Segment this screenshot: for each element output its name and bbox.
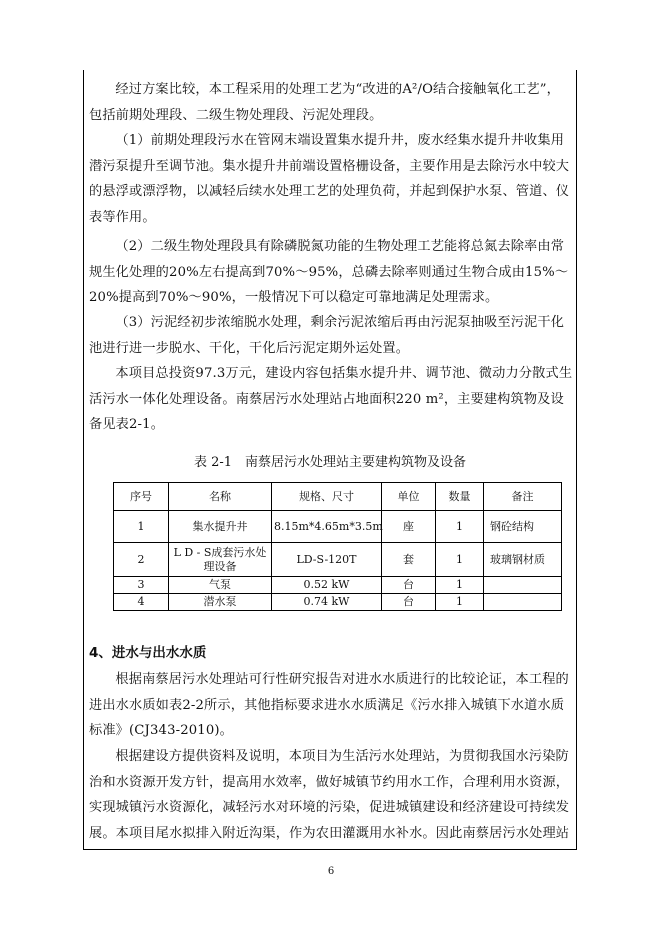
paragraph-project-description: 根据建设方提供资料及说明，本项目为生活污水处理站，为贯彻我国水污染防治和水资源开发方针，提高用水效率，做好城镇节约用水工作，合理利用水资源，实现城镇污水资源化，减轻污水对环境的污染，促进城镇建设和经济建设可持续发展。本项目尾水拟排入附近沟渠，作为农田灌溉用水补水。因此南蔡居污水处理站 xyxy=(89,749,570,841)
table-row xyxy=(114,577,562,594)
paragraph-pretreatment: （1）前期处理段污水在管网末端设置集水提升井，废水经集水提升井收集用潜污泵提升至调节池。集水提升井前端设置格栅设备，主要作用是去除污水中较大的悬浮或漂浮物，以减轻后续水处理工艺的处理负荷，并起到保护水泵、管道、仪表等作用。 xyxy=(89,133,570,225)
table-cell: 0.52 kW xyxy=(272,577,382,594)
table-cell: 潜水泵 xyxy=(169,594,272,611)
table-cell: 玻璃钢材质 xyxy=(484,543,562,577)
equipment-table xyxy=(113,482,562,611)
table-cell: 8.15m*4.65m*3.5m xyxy=(272,511,382,543)
table-cell: L D - S成套污水处理设备 xyxy=(169,543,272,577)
table-cell: 集水提升井 xyxy=(169,511,272,543)
table-cell: 钢砼结构 xyxy=(484,511,562,543)
table-cell: 3 xyxy=(114,577,169,594)
paragraph-sludge-treatment: （3）污泥经初步浓缩脱水处理，剩余污泥浓缩后再由污泥泵抽吸至污泥干化池进行进一步脱水、干化，干化后污泥定期外运处置。 xyxy=(89,315,565,356)
header-cell: 单位 xyxy=(382,483,436,511)
header-cell: 名称 xyxy=(169,483,272,511)
paragraph-process-overview: 经过方案比较，本工程采用的处理工艺为“改进的A²/O结合接触氧化工艺”，包括前期处理段、二级生物处理段、污泥处理段。 xyxy=(89,82,560,123)
table-cell: LD-S-120T xyxy=(272,543,382,577)
table-row xyxy=(114,594,562,611)
table-cell: 1 xyxy=(436,511,484,543)
table-cell xyxy=(484,577,562,594)
table-cell: 2 xyxy=(114,543,169,577)
table-cell: 台 xyxy=(382,594,436,611)
table-row xyxy=(114,511,562,543)
table-caption: 表 2-1 南蔡居污水处理站主要建构筑物及设备 xyxy=(193,455,467,470)
table-cell: 4 xyxy=(114,594,169,611)
table-header-row xyxy=(114,483,562,511)
table-cell: 座 xyxy=(382,511,436,543)
table-cell: 1 xyxy=(436,577,484,594)
section-heading: 4、进水与出水水质 xyxy=(89,645,207,661)
page-number: 6 xyxy=(327,866,335,877)
table-cell: 1 xyxy=(114,511,169,543)
table-cell: 台 xyxy=(382,577,436,594)
paragraph-water-quality: 根据南蔡居污水处理站可行性研究报告对进水水质进行的比较论证，本工程的进出水水质如表2-2所示，其他指标要求进水水质满足《污水排入城镇下水道水质标准》(CJ343-2010)。 xyxy=(89,672,569,738)
paragraph-investment: 本项目总投资97.3万元，建设内容包括集水提升井、调节池、微动力分散式生活污水一体化处理设备。南蔡居污水处理站占地面积220 m²，主要建构筑物及设备见表2-1。 xyxy=(89,366,573,432)
header-cell: 备注 xyxy=(484,483,562,511)
table-cell: 0.74 kW xyxy=(272,594,382,611)
table-cell: 套 xyxy=(382,543,436,577)
table-cell: 气泵 xyxy=(169,577,272,594)
table-cell xyxy=(484,594,562,611)
header-cell: 数量 xyxy=(436,483,484,511)
header-cell: 规格、尺寸 xyxy=(272,483,382,511)
header-cell: 序号 xyxy=(114,483,169,511)
table-cell: 1 xyxy=(436,543,484,577)
table-row xyxy=(114,543,562,577)
table-cell: 1 xyxy=(436,594,484,611)
paragraph-biological-treatment: （2）二级生物处理段具有除磷脱氮功能的生物处理工艺能将总氮去除率由常规生化处理的20%左右提高到70%～95%，总磷去除率则通过生物合成由15%～20%提高到70%～90%，一般情况下可以稳定可靠地满足处理需求。 xyxy=(89,239,569,305)
